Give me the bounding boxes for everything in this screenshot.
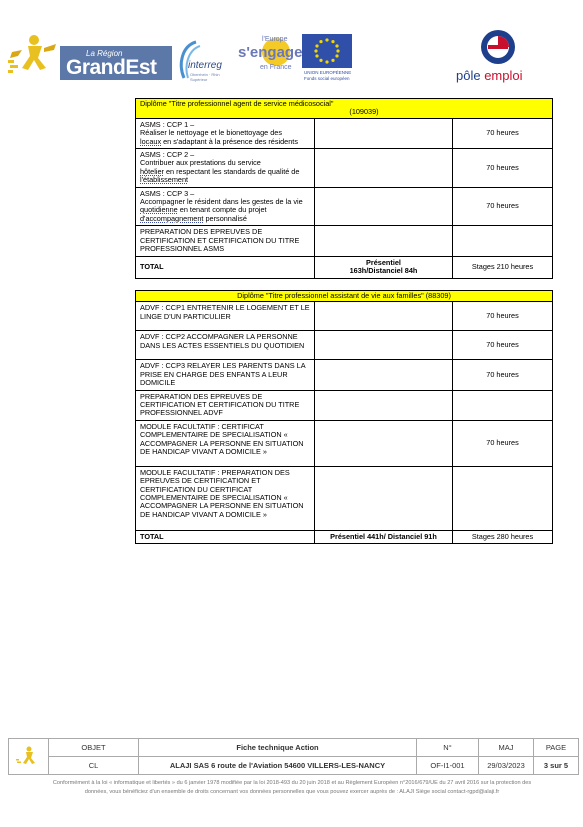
total-label: TOTAL xyxy=(136,256,315,278)
empty-cell xyxy=(315,226,453,256)
eu-label: UNION EUROPÉENNE xyxy=(304,70,352,75)
stages-cell: Stages 210 heures xyxy=(453,256,553,278)
advf-prep-cell: PREPARATION DES EPREUVES DE CERTIFICATION ET CERTIFICATION DU TITRE PROFESSIONNEL ADVF xyxy=(136,390,315,420)
asms-header xyxy=(136,99,553,119)
alaji-footer-logo xyxy=(9,739,49,775)
legal-line-2: données, vous bénéficiez d'un ensemble de droits concernant vos données personnelles que vous pouvez exercer auprès de : ALAJI Siège social contact-rgpd@alaji.fr xyxy=(84,789,500,795)
footer-date: 29/03/2023 xyxy=(479,757,534,775)
footer-ref: OF-I1-001 xyxy=(417,757,479,775)
table-row xyxy=(136,302,553,331)
hours-cell: 70 heures xyxy=(453,118,553,148)
europe-sengage-logo xyxy=(236,34,303,84)
advf-ccp1-cell: ADVF : CCP1 ENTRETENIR LE LOGEMENT ET LE LINGE D'UN PARTICULIER xyxy=(136,302,315,331)
advf-ccp3-cell: ADVF : CCP3 RELAYER LES PARENTS DANS LA PRISE EN CHARGE DES ENFANTS A LEUR DOMICILE xyxy=(136,360,315,390)
presentiel-cell: Présentiel 441h/ Distanciel 91h xyxy=(315,530,453,543)
ccp-tail: en s'adaptant à la présence des résidents xyxy=(161,136,298,146)
grandest-label: GrandEst xyxy=(66,56,157,79)
ccp-underlined-word: hôtelier xyxy=(140,166,164,176)
pole-emploi-label xyxy=(456,68,523,83)
table-row xyxy=(136,118,553,148)
footer-n: N° xyxy=(417,739,479,757)
interreg-label: interreg xyxy=(188,60,222,71)
pole-word: pôle xyxy=(456,68,481,83)
asms-ccp3-cell xyxy=(136,187,315,226)
table-row xyxy=(136,149,553,188)
empty-cell xyxy=(315,331,453,360)
footer-table xyxy=(8,738,579,775)
eu-flag-logo xyxy=(302,34,354,86)
fse-label: Fonds social européen xyxy=(304,76,350,81)
ccp-line: Accompagner le résident dans les gestes de la vie xyxy=(140,197,303,207)
region-grandest-logo xyxy=(60,46,172,80)
hours-cell: 70 heures xyxy=(453,302,553,331)
empty-cell xyxy=(453,226,553,256)
hours-cell xyxy=(453,466,553,530)
empty-cell xyxy=(315,118,453,148)
region-label: La Région xyxy=(86,49,123,58)
asms-header-title: Diplôme "Titre professionnel agent de service médicosocial" xyxy=(140,99,334,108)
advf-table xyxy=(135,290,553,544)
footer-address: ALAJI SAS 6 route de l'Aviation 54600 VILLERS-LES-NANCY xyxy=(139,757,417,775)
table-row xyxy=(136,360,553,390)
asms-ccp1-cell xyxy=(136,118,315,148)
hours-cell: 70 heures xyxy=(453,360,553,390)
legal-notice xyxy=(12,779,572,797)
ccp-title: ASMS : CCP 2 – xyxy=(140,150,195,160)
ccp-line: Contribuer aux prestations du service xyxy=(140,158,261,168)
asms-header-code: (109039) xyxy=(349,107,379,117)
hours-cell: 70 heures xyxy=(453,187,553,226)
total-label: TOTAL xyxy=(136,530,315,543)
total-row xyxy=(136,530,553,543)
empty-cell xyxy=(315,420,453,466)
empty-cell xyxy=(315,302,453,331)
table-row xyxy=(136,466,553,530)
footer-cl: CL xyxy=(49,757,139,775)
empty-cell xyxy=(315,360,453,390)
footer-row-2 xyxy=(9,757,579,775)
asms-header-row xyxy=(136,99,553,119)
eu-flag-icon xyxy=(302,34,352,68)
hours-cell: 70 heures xyxy=(453,149,553,188)
table-row xyxy=(136,226,553,256)
ccp-title: ASMS : CCP 1 – xyxy=(140,119,195,129)
empty-cell xyxy=(315,187,453,226)
ccp-underlined-word: quotidienne xyxy=(140,205,178,215)
total-row xyxy=(136,256,553,278)
ccp-tail: en respectant les standards de qualité de xyxy=(163,166,300,176)
sengage-line-1: l'Europe xyxy=(262,36,288,43)
advf-ccp2-cell: ADVF : CCP2 ACCOMPAGNER LA PERSONNE DANS LES ACTES ESSENTIELS DU QUOTIDIEN xyxy=(136,331,315,360)
hours-cell: 70 heures xyxy=(453,420,553,466)
advf-module-cell: MODULE FACULTATIF : CERTIFICAT COMPLEMENTAIRE DE SPECIALISATION « ACCOMPAGNER LA PERSONNE EN SITUATION DE HANDICAP VIVANT A DOMICILE » xyxy=(136,420,315,466)
empty-cell xyxy=(315,390,453,420)
pole-emploi-logo xyxy=(448,26,544,86)
hours-cell: 70 heures xyxy=(453,331,553,360)
sengage-line-3: en France xyxy=(260,64,292,71)
advf-module-prep-cell: MODULE FACULTATIF : PREPARATION DES EPREUVES DE CERTIFICATION ET CERTIFICATION DU CERTIFICAT COMPLEMENTAIRE DE SPECIALISATION « ACCOMPAGNER LA PERSONNE EN SITUATION DE HANDICAP VIVANT A DOMICILE » xyxy=(136,466,315,530)
presentiel-line-2: 163h/Distanciel 84h xyxy=(349,266,418,275)
table-row xyxy=(136,390,553,420)
asms-table xyxy=(135,98,553,279)
advf-header: Diplôme "Titre professionnel assistant de vie aux familles" (88309) xyxy=(136,291,553,302)
table-row xyxy=(136,331,553,360)
ccp-title: ASMS : CCP 3 – xyxy=(140,188,195,198)
legal-line-1: Conformément à la loi « informatique et libertés » du 6 janvier 1978 modifiée par la loi 2018-493 du 20 juin 2018 et au Règlement Européen n°2016/679/UE du 27 avril 2016 sur la protection des xyxy=(52,780,532,786)
emploi-word: emploi xyxy=(484,68,523,83)
ccp-underlined-word: locaux xyxy=(140,136,162,146)
footer-page-label: PAGE xyxy=(534,739,579,757)
footer-objet: OBJET xyxy=(49,739,139,757)
footer-row-1 xyxy=(9,739,579,757)
hours-cell xyxy=(453,390,553,420)
empty-cell xyxy=(315,149,453,188)
presentiel-line-1: Présentiel xyxy=(366,257,401,267)
logo-band xyxy=(8,26,575,88)
ccp-tail: en tenant compte du projet xyxy=(177,205,267,215)
sengage-line-2: s'engage xyxy=(238,44,303,61)
footer-fiche: Fiche technique Action xyxy=(139,739,417,757)
table-row xyxy=(136,187,553,226)
footer-maj: MAJ xyxy=(479,739,534,757)
table-row xyxy=(136,420,553,466)
ccp-underlined-word: d'accompagnement xyxy=(140,213,204,223)
interreg-sub: Oberrhein · Rhin Supérieur xyxy=(190,72,220,82)
empty-cell xyxy=(315,466,453,530)
alaji-figure-logo xyxy=(8,32,60,76)
stages-cell: Stages 280 heures xyxy=(453,530,553,543)
footer-page-number: 3 sur 5 xyxy=(534,757,579,775)
asms-ccp2-cell xyxy=(136,149,315,188)
presentiel-cell xyxy=(315,256,453,278)
advf-header-row xyxy=(136,291,553,302)
ccp-tail: personnalisé xyxy=(203,213,247,223)
asms-prep-cell: PREPARATION DES EPREUVES DE CERTIFICATION ET CERTIFICATION DU TITRE PROFESSIONNEL ASMS xyxy=(136,226,315,256)
interreg-logo xyxy=(174,38,232,84)
ccp-line: Réaliser le nettoyage et le bionettoyage des xyxy=(140,128,282,138)
ccp-underlined-word: l'établissement xyxy=(140,175,189,185)
